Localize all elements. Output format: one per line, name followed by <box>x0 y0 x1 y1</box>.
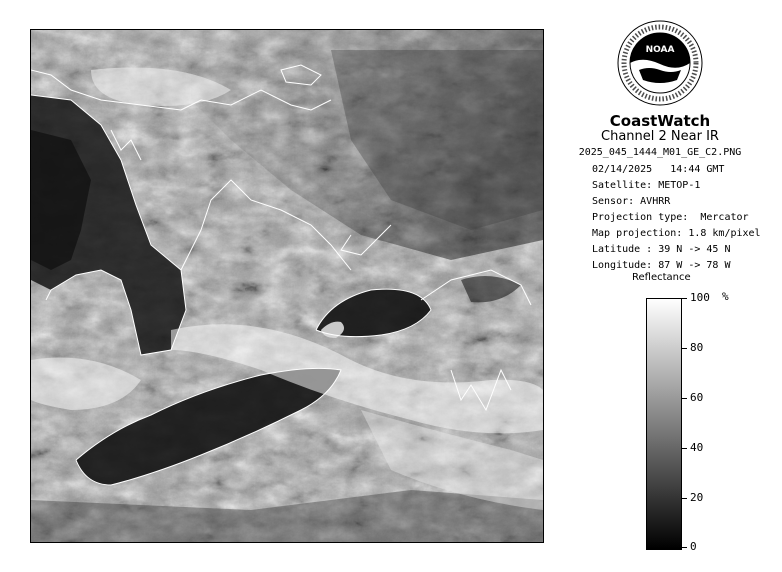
scale-tick <box>681 298 687 299</box>
scale-tick <box>681 498 687 499</box>
noaa-logo <box>617 20 703 106</box>
latitude: Latitude : 39 N -> 45 N <box>592 244 731 255</box>
reflectance-colorbar <box>646 298 682 550</box>
channel-subtitle: Channel 2 Near IR <box>601 129 719 144</box>
scale-tick <box>681 448 687 449</box>
projection-type: Projection type: Mercator <box>592 212 749 223</box>
scale-unit: % <box>722 290 729 303</box>
filename: 2025_045_1444_M01_GE_C2.PNG <box>578 147 742 158</box>
map-image <box>31 30 543 542</box>
svg-text:NOAA: NOAA <box>645 45 675 55</box>
scale-tick-label: 20 <box>690 491 704 504</box>
scale-tick-label: 40 <box>690 441 704 454</box>
scale-tick-label: 60 <box>690 391 704 404</box>
scale-tick <box>681 348 687 349</box>
scale-tick-label: 100 <box>690 291 710 304</box>
scale-tick-label: 80 <box>690 341 704 354</box>
map-projection: Map projection: 1.8 km/pixel <box>592 228 761 239</box>
scale-tick <box>681 398 687 399</box>
satellite-map <box>30 29 544 543</box>
scale-label: Reflectance <box>632 272 691 283</box>
scale-tick <box>681 547 687 548</box>
datetime: 02/14/2025 14:44 GMT <box>592 164 725 175</box>
satellite: Satellite: METOP-1 <box>592 180 701 191</box>
scale-tick-label: 0 <box>690 540 697 553</box>
longitude: Longitude: 87 W -> 78 W <box>592 260 731 271</box>
sensor: Sensor: AVHRR <box>592 196 671 207</box>
page-title: CoastWatch <box>609 112 711 130</box>
